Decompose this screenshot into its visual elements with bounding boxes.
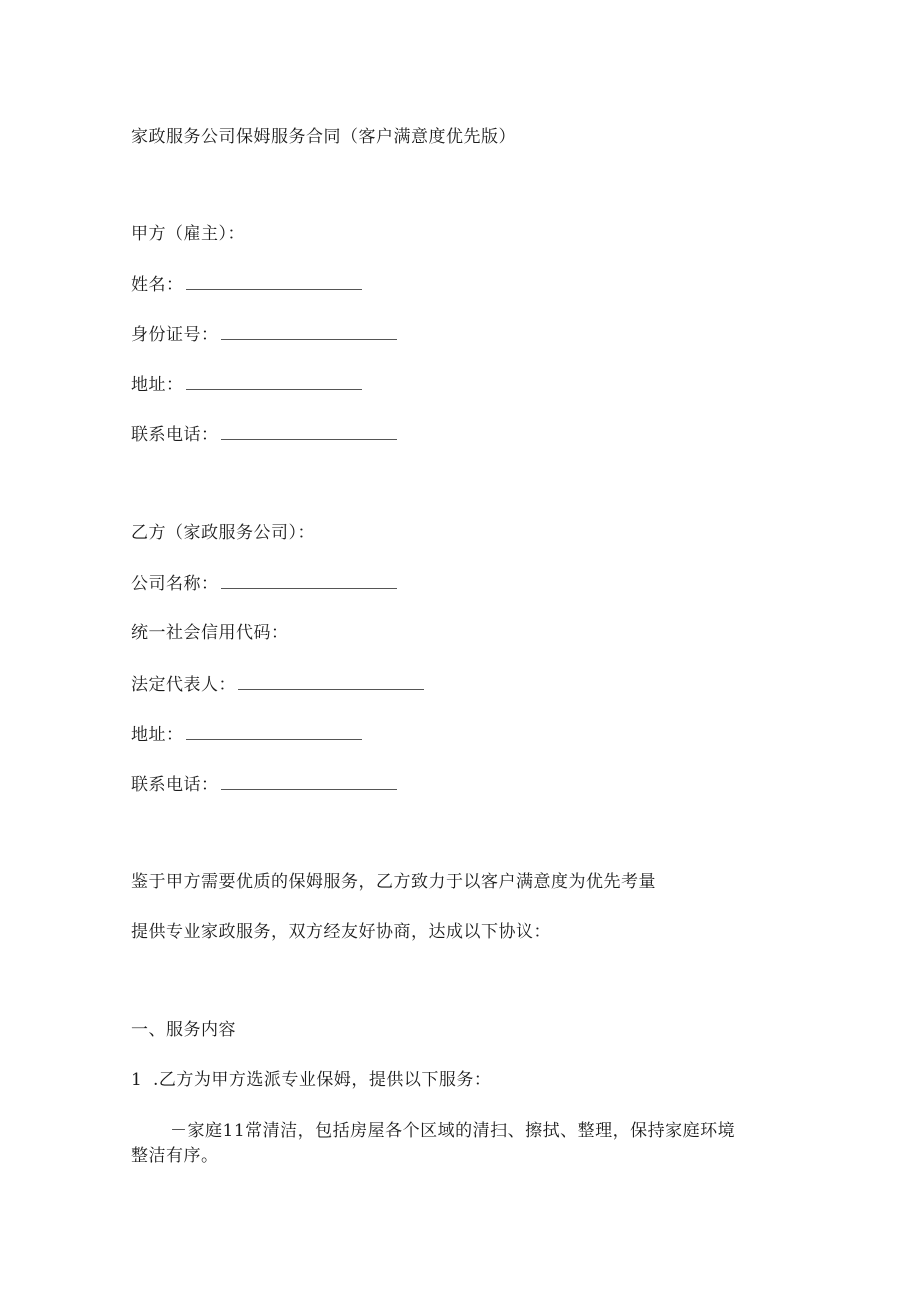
party-b-legal-rep-field bbox=[131, 673, 424, 696]
party-b-credit-code-label: 统一社会信用代码： bbox=[131, 623, 289, 643]
party-b-legal-rep-label: 法定代表人： bbox=[131, 675, 236, 695]
party-a-heading: 甲方（雇主）： bbox=[131, 224, 245, 244]
party-b-company-label: 公司名称： bbox=[131, 574, 219, 594]
item-number: 1 bbox=[131, 1070, 143, 1090]
party-a-address-label: 地址： bbox=[131, 375, 184, 395]
party-a-id-field bbox=[131, 323, 397, 346]
party-b-phone-label: 联系电话： bbox=[131, 775, 219, 795]
party-a-name-field bbox=[131, 273, 362, 296]
party-a-phone-label: 联系电话： bbox=[131, 425, 219, 445]
preamble-line-1: 鉴于甲方需要优质的保姆服务，乙方致力于以客户满意度为优先考量 bbox=[131, 872, 656, 892]
party-b-phone-blank bbox=[221, 773, 397, 790]
party-a-phone-blank bbox=[221, 423, 397, 440]
party-a-name-label: 姓名： bbox=[131, 275, 184, 295]
section-1-heading: 一、服务内容 bbox=[131, 1020, 236, 1040]
party-a-address-blank bbox=[186, 373, 362, 390]
party-b-legal-rep-blank bbox=[238, 673, 424, 690]
bullet-1-line-1: －家庭11常清洁，包括房屋各个区域的清扫、擦拭、整理，保持家庭环境 bbox=[170, 1121, 736, 1141]
party-b-phone-field bbox=[131, 773, 397, 796]
item-text: .乙方为甲方选派专业保姆，提供以下服务： bbox=[153, 1070, 492, 1090]
party-a-phone-field bbox=[131, 423, 397, 446]
party-b-address-blank bbox=[186, 723, 362, 740]
party-a-id-label: 身份证号： bbox=[131, 325, 219, 345]
section-1-item-1 bbox=[131, 1069, 491, 1091]
party-b-address-label: 地址： bbox=[131, 725, 184, 745]
preamble-line-2: 提供专业家政服务，双方经友好协商，达成以下协议： bbox=[131, 922, 551, 942]
document-title: 家政服务公司保姆服务合同（客户满意度优先版） bbox=[131, 127, 516, 147]
bullet-1-line-2: 整洁有序。 bbox=[131, 1146, 219, 1166]
party-a-id-blank bbox=[221, 323, 397, 340]
party-b-company-blank bbox=[221, 572, 397, 589]
party-b-address-field bbox=[131, 723, 362, 746]
party-b-company-field bbox=[131, 572, 397, 595]
party-a-name-blank bbox=[186, 273, 362, 290]
party-a-address-field bbox=[131, 373, 362, 396]
party-b-heading: 乙方（家政服务公司）： bbox=[131, 523, 315, 543]
